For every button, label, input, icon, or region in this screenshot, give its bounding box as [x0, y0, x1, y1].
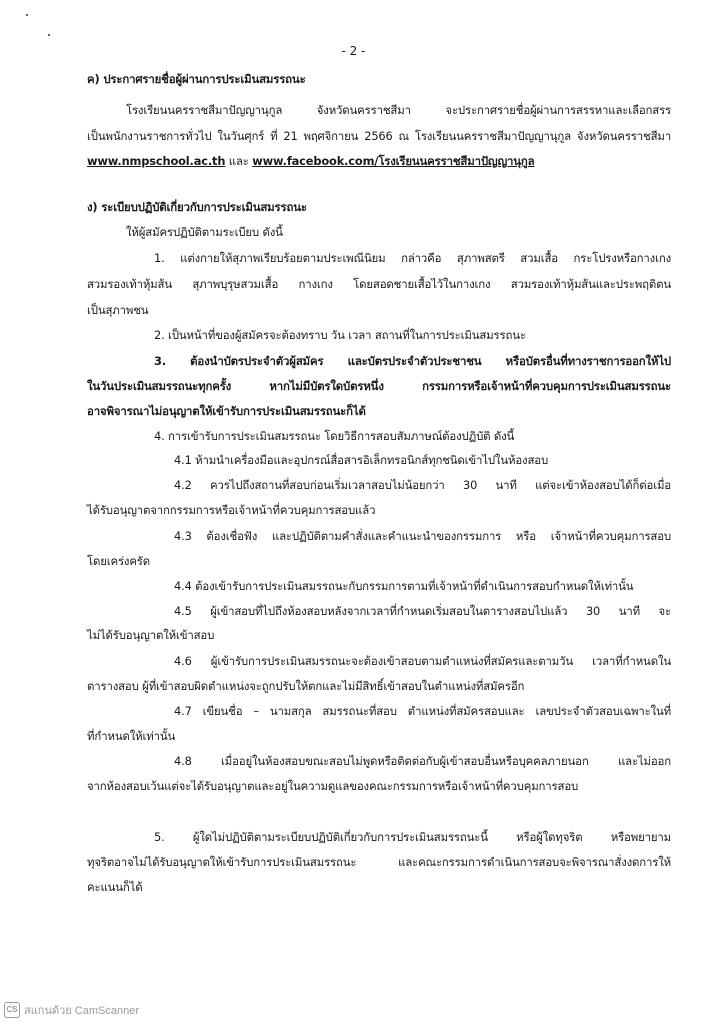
- sub-rule-item: ตารางสอบ ผู้ที่เข้าสอบผิดตำแหน่งจะถูกปรับให้ตกและไม่มีสิทธิ์เข้าสอบในตำแหน่งที่สมัครอีก: [87, 679, 525, 693]
- and-word: และ: [228, 154, 249, 168]
- facebook-link-domain: www.facebook.com/: [252, 154, 379, 168]
- rule-item: ในวันประเมินสมรรถนะทุกครั้ง หากไม่มีบัตรใดบัตรหนึ่ง กรรมการหรือเจ้าหน้าที่ควบคุมการประเมินสมรรถนะ: [87, 379, 671, 393]
- rule-item: คะแนนก็ได้: [87, 880, 143, 894]
- sub-rule-item: 4.6 ผู้เข้ารับการประเมินสมรรถนะจะต้องเข้าสอบตามตำแหน่งที่สมัครและตามวัน เวลาที่กำหนดใน: [174, 654, 671, 668]
- section-d-heading: ง) ระเบียบปฏิบัติเกี่ยวกับการประเมินสมรรถนะ: [87, 200, 307, 214]
- camscanner-logo-icon: CS: [4, 1002, 20, 1018]
- sub-rule-item: 4.2 ควรไปถึงสถานที่สอบก่อนเริ่มเวลาสอบไม่น้อยกว่า 30 นาที แต่จะเข้าห้องสอบได้ก็ต่อเมื่อ: [174, 478, 671, 492]
- scan-speck: [26, 14, 28, 16]
- camscanner-label: สแกนด้วย CamScanner: [24, 1005, 140, 1017]
- camscanner-watermark: [4, 1001, 139, 1019]
- rule-item: สวมรองเท้าหุ้มส้น สุภาพบุรุษสวมเสื้อ กางเกง โดยสอดชายเสื้อไว้ในกางเกง สวมรองเท้าหุ้มส้นและประพฤติตน: [87, 277, 671, 291]
- facebook-link[interactable]: [252, 154, 534, 168]
- sub-rule-item: จากห้องสอบเว้นแต่จะได้รับอนุญาตและอยู่ในความดูแลของคณะกรรมการหรือเจ้าหน้าที่ควบคุมการสอบ: [87, 779, 579, 793]
- rule-item: ทุจริตอาจไม่ได้รับอนุญาตให้เข้ารับการประเมินสมรรถนะ และคณะกรรมการดำเนินการสอบจะพิจารณาสั่งงดการให้: [87, 855, 671, 869]
- sub-rule-item: 4.8 เมื่ออยู่ในห้องสอบขณะสอบไม่พูดหรือติดต่อกับผู้เข้าสอบอื่นหรือบุคคลภายนอก และไม่ออก: [174, 754, 671, 768]
- scan-speck: [48, 34, 50, 36]
- sub-rule-item: 4.1 ห้ามนำเครื่องมือและอุปกรณ์สื่อสารอิเล็กทรอนิกส์ทุกชนิดเข้าไปในห้องสอบ: [174, 453, 549, 467]
- section-c-line: เป็นพนักงานราชการทั่วไป ในวันศุกร์ ที่ 21 พฤศจิกายน 2566 ณ โรงเรียนนครราชสีมาปัญญานุกูล จังหวัดนครราชสีมา: [87, 129, 671, 143]
- sub-rule-item: โดยเคร่งครัด: [87, 554, 151, 568]
- rule-item: 4. การเข้ารับการประเมินสมรรถนะ โดยวิธีการสอบสัมภาษณ์ต้องปฏิบัติ ดังนี้: [154, 429, 515, 443]
- section-c-links: [87, 153, 534, 169]
- facebook-link-page: โรงเรียนนครราชสีมาปัญญานุกูล: [378, 154, 535, 168]
- school-website-link[interactable]: www.nmpschool.ac.th: [87, 154, 226, 168]
- rule-item: เป็นสุภาพชน: [87, 303, 149, 317]
- rule-item: 1. แต่งกายให้สุภาพเรียบร้อยตามประเพณีนิยม กล่าวคือ สุภาพสตรี สวมเสื้อ กระโปรงหรือกางเกง: [154, 251, 671, 265]
- sub-rule-item: 4.4 ต้องเข้ารับการประเมินสมรรถนะกับกรรมการตามที่เจ้าหน้าที่ดำเนินการสอบกำหนดให้เท่านั้น: [174, 579, 634, 593]
- section-c-line: โรงเรียนนครราชสีมาปัญญานุกูล จังหวัดนครราชสีมา จะประกาศรายชื่อผู้ผ่านการสรรหาและเลือกสรร: [126, 103, 671, 117]
- sub-rule-item: ที่กำหนดให้เท่านั้น: [87, 729, 176, 743]
- sub-rule-item: ได้รับอนุญาตจากกรรมการหรือเจ้าหน้าที่ควบคุมการสอบแล้ว: [87, 503, 376, 517]
- rule-item: 3. ต้องนำบัตรประจำตัวผู้สมัคร และบัตรประจำตัวประชาชน หรือบัตรอื่นที่ทางราชการออกให้ไป: [154, 354, 671, 368]
- sub-rule-item: 4.7 เขียนชื่อ – นามสกุล สมรรถนะที่สอบ ตำแหน่งที่สมัครสอบและ เลขประจำตัวสอบเฉพาะในที่: [174, 704, 671, 718]
- section-c-heading: ค) ประกาศรายชื่อผู้ผ่านการประเมินสมรรถนะ: [87, 72, 306, 86]
- rule-item: อาจพิจารณาไม่อนุญาตให้เข้ารับการประเมินสมรรถนะก็ได้: [87, 404, 366, 418]
- rule-item: 2. เป็นหน้าที่ของผู้สมัครจะต้องทราบ วัน เวลา สถานที่ในการประเมินสมรรถนะ: [154, 328, 526, 342]
- sub-rule-item: 4.5 ผู้เข้าสอบที่ไปถึงห้องสอบหลังจากเวลาที่กำหนดเริ่มสอบในตารางสอบไปแล้ว 30 นาที จะ: [174, 604, 671, 618]
- rule-item: 5. ผู้ใดไม่ปฏิบัติตามระเบียบปฏิบัติเกี่ยวกับการประเมินสมรรถนะนี้ หรือผู้ใดทุจริต หรือพยายาม: [154, 830, 671, 844]
- section-d-intro: ให้ผู้สมัครปฏิบัติตามระเบียบ ดังนี้: [126, 225, 283, 239]
- page-number: - 2 -: [341, 44, 366, 58]
- sub-rule-item: ไม่ได้รับอนุญาตให้เข้าสอบ: [87, 628, 215, 642]
- sub-rule-item: 4.3 ต้องเชื่อฟัง และปฏิบัติตามคำสั่งและคำแนะนำของกรรมการ หรือ เจ้าหน้าที่ควบคุมการสอบ: [174, 529, 671, 543]
